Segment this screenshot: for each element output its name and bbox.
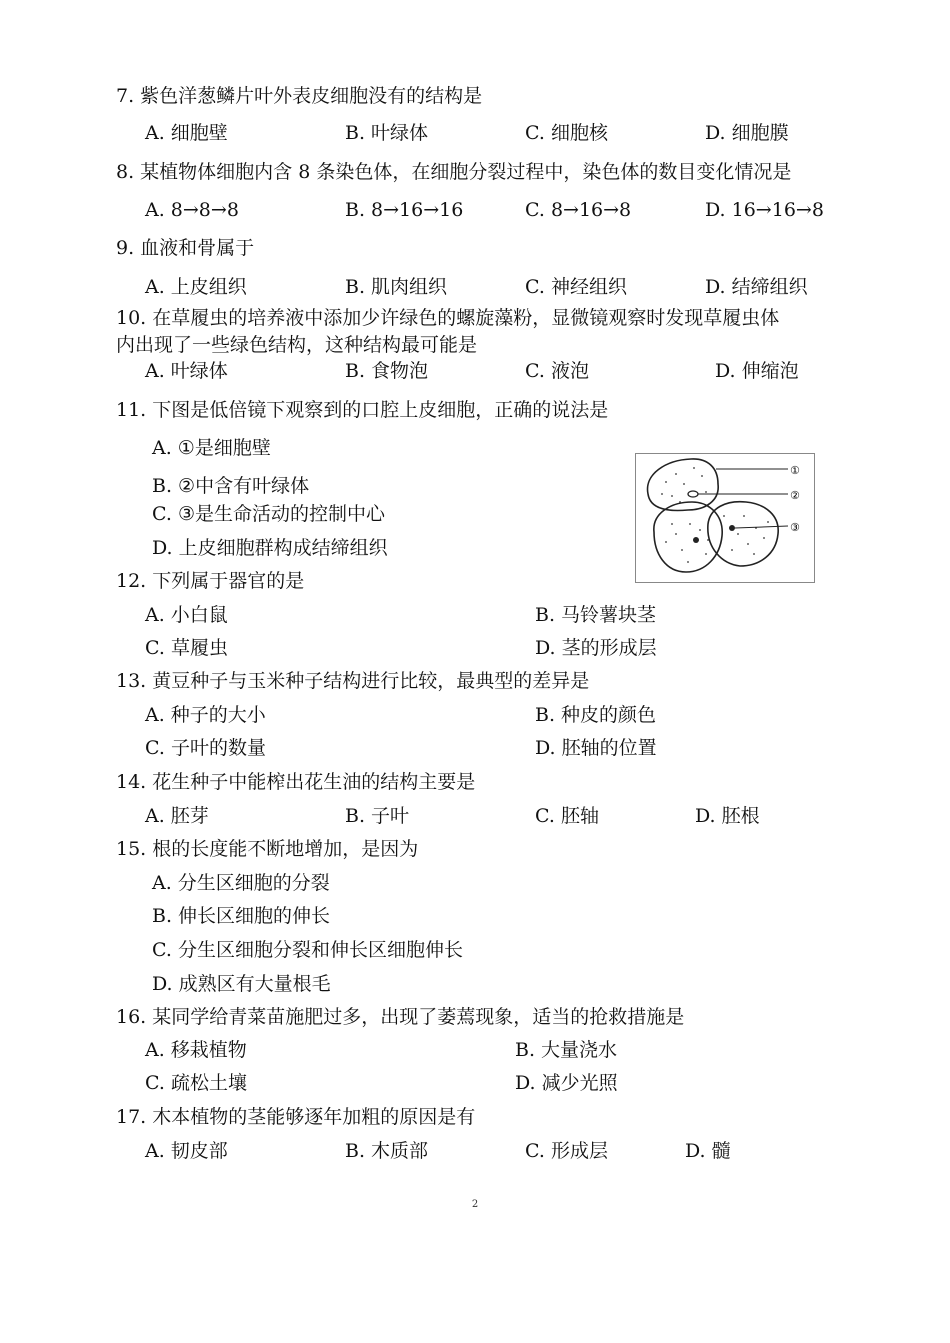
nucleus-1	[688, 491, 698, 497]
question-14-stem: 14. 花生种子中能榨出花生油的结构主要是	[116, 771, 476, 793]
q16-option-c: C. 疏松土壤	[145, 1072, 247, 1094]
q12-option-b: B. 马铃薯块茎	[535, 604, 657, 626]
q13-option-d: D. 胚轴的位置	[535, 737, 657, 759]
q14-option-d: D. 胚根	[695, 805, 760, 827]
figure-label-3: ③	[790, 521, 800, 534]
q12-option-c: C. 草履虫	[145, 637, 228, 659]
leader-line-3	[735, 526, 788, 528]
q10-option-a: A. 叶绿体	[145, 360, 228, 382]
question-13-stem: 13. 黄豆种子与玉米种子结构进行比较，最典型的差异是	[116, 670, 590, 692]
nucleus-2	[693, 537, 699, 543]
q7-option-a: A. 细胞壁	[145, 122, 228, 144]
q13-option-c: C. 子叶的数量	[145, 737, 266, 759]
question-11-stem: 11. 下图是低倍镜下观察到的口腔上皮细胞，正确的说法是	[116, 399, 609, 421]
q7-option-b: B. 叶绿体	[345, 122, 429, 144]
q14-option-b: B. 子叶	[345, 805, 410, 827]
cheek-cell-diagram	[636, 454, 814, 582]
question-16-stem: 16. 某同学给青菜苗施肥过多，出现了萎蔫现象，适当的抢救措施是	[116, 1006, 685, 1028]
figure-label-1: ①	[790, 464, 800, 477]
question-15-stem: 15. 根的长度能不断地增加，是因为	[116, 838, 419, 860]
q10-option-c: C. 液泡	[525, 360, 589, 382]
q14-option-a: A. 胚芽	[145, 805, 209, 827]
q16-option-d: D. 减少光照	[515, 1072, 618, 1094]
q9-option-c: C. 神经组织	[525, 276, 627, 298]
q13-option-a: A. 种子的大小	[145, 704, 266, 726]
q9-option-b: B. 肌肉组织	[345, 276, 448, 298]
q11-option-a: A. ①是细胞壁	[152, 437, 271, 459]
q16-option-b: B. 大量浇水	[515, 1039, 618, 1061]
question-12-stem: 12. 下列属于器官的是	[116, 570, 305, 592]
q17-option-a: A. 韧皮部	[145, 1140, 228, 1162]
q15-option-a: A. 分生区细胞的分裂	[152, 872, 330, 894]
q12-option-d: D. 茎的形成层	[535, 637, 657, 659]
q8-option-a: A. 8→8→8	[145, 199, 239, 221]
q9-option-a: A. 上皮组织	[145, 276, 247, 298]
question-7-stem: 7. 紫色洋葱鳞片叶外表皮细胞没有的结构是	[116, 85, 483, 107]
question-10-stem: 10. 在草履虫的培养液中添加少许绿色的螺旋藻粉，显微镜观察时发现草履虫体	[116, 307, 780, 329]
cytoplasm-granules	[661, 467, 769, 563]
q17-option-b: B. 木质部	[345, 1140, 429, 1162]
q11-option-c: C. ③是生命活动的控制中心	[152, 503, 385, 525]
q11-option-d: D. 上皮细胞群构成结缔组织	[152, 537, 388, 559]
cheek-cell-figure	[635, 453, 815, 583]
q17-option-c: C. 形成层	[525, 1140, 608, 1162]
q8-option-b: B. 8→16→16	[345, 199, 464, 221]
figure-label-2: ②	[790, 489, 800, 502]
question-8-stem: 8. 某植物体细胞内含 8 条染色体，在细胞分裂过程中，染色体的数目变化情况是	[116, 161, 792, 183]
cell-outline-3	[708, 502, 778, 566]
q7-option-c: C. 细胞核	[525, 122, 608, 144]
question-10-stem-line2: 内出现了一些绿色结构，这种结构最可能是	[116, 334, 478, 356]
question-9-stem: 9. 血液和骨属于	[116, 237, 255, 259]
q8-option-c: C. 8→16→8	[525, 199, 632, 221]
q8-option-d: D. 16→16→8	[705, 199, 824, 221]
q15-option-b: B. 伸长区细胞的伸长	[152, 905, 331, 927]
nucleus-3	[729, 525, 735, 531]
q12-option-a: A. 小白鼠	[145, 604, 228, 626]
q10-option-b: B. 食物泡	[345, 360, 429, 382]
q11-option-b: B. ②中含有叶绿体	[152, 475, 310, 497]
q17-option-d: D. 髓	[685, 1140, 731, 1162]
q7-option-d: D. 细胞膜	[705, 122, 789, 144]
q16-option-a: A. 移栽植物	[145, 1039, 247, 1061]
q15-option-c: C. 分生区细胞分裂和伸长区细胞伸长	[152, 939, 463, 961]
q9-option-d: D. 结缔组织	[705, 276, 808, 298]
q15-option-d: D. 成熟区有大量根毛	[152, 973, 331, 995]
question-17-stem: 17. 木本植物的茎能够逐年加粗的原因是有	[116, 1106, 476, 1128]
page-number: 2	[471, 1199, 479, 1210]
q14-option-c: C. 胚轴	[535, 805, 599, 827]
q10-option-d: D. 伸缩泡	[715, 360, 799, 382]
q13-option-b: B. 种皮的颜色	[535, 704, 657, 726]
